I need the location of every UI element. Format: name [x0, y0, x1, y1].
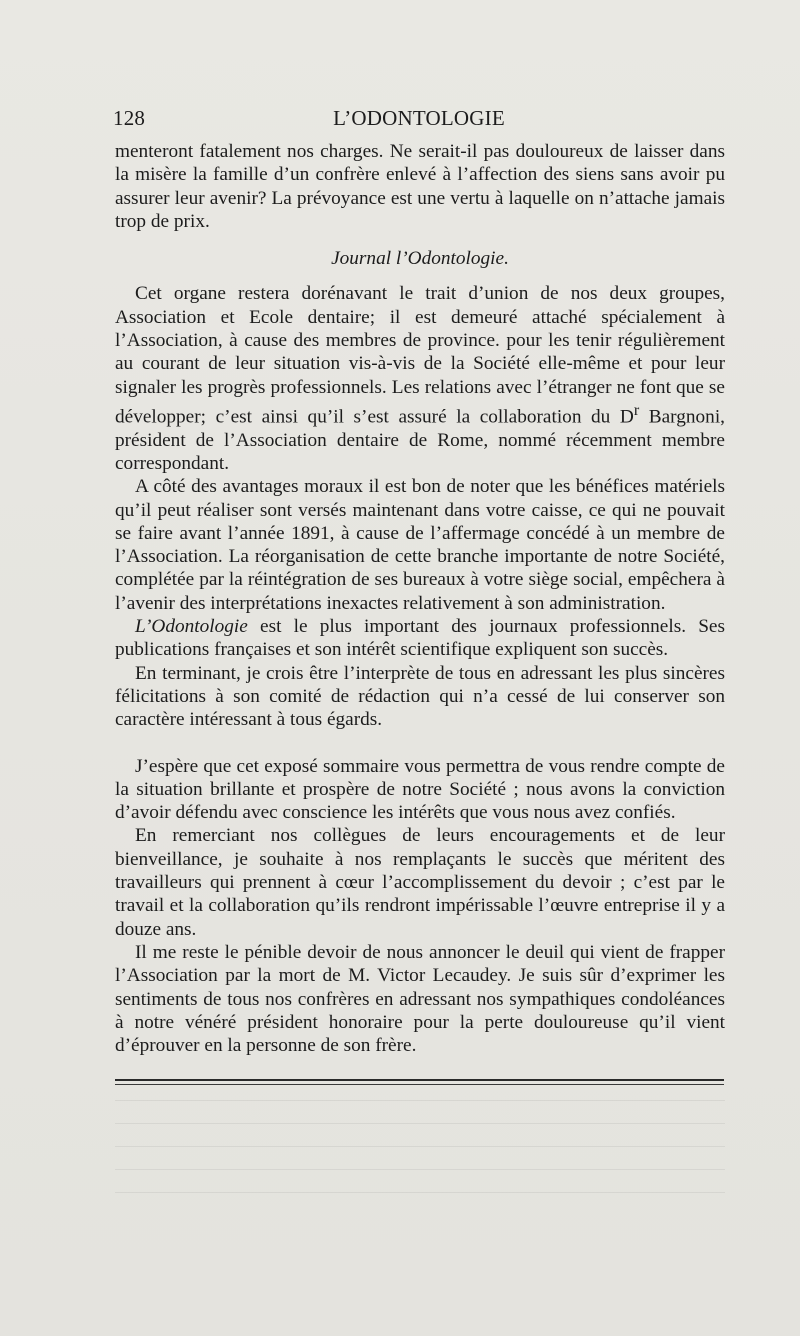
- section-heading: Journal l’Odontologie.: [331, 248, 509, 270]
- body-text: [115, 140, 725, 1057]
- doctor-superscript: r: [633, 401, 640, 419]
- paragraph-closing-thanks: En terminant, je crois être l’interprète de tous en adressant les plus sincères félicitations à son comité de rédaction qui n’a cessé de lui conserver son caractère intéressant à tous égards.: [115, 662, 725, 731]
- journal-name-italic: L’Odontologie: [135, 616, 248, 638]
- paragraph-organ: [115, 282, 725, 475]
- paragraph-benefits: A côté des avantages moraux il est bon de noter que les bénéfices matériels qu’il peut réaliser sont versés maintenant dans votre caisse, ce qui ne pouvait se faire avant l’année 1891, à cause de l’affermage concédé à un membre de l’Association. La réorganisation de cette branche importante de notre Société, complétée par la réintégration de ses bureaux à votre siège social, empêchera à l’avenir des interprétations inexactes relativement à son administration.: [115, 476, 725, 614]
- end-rule: [115, 1079, 724, 1085]
- running-title: L’ODONTOLOGIE: [333, 106, 505, 130]
- page-number: 128: [113, 106, 146, 130]
- rule-thick: [115, 1079, 724, 1081]
- paragraph-publications-text: est le plus important des journaux professionnels. Ses publications françaises et son intérêt scientifique expliquent son succès.: [115, 616, 725, 661]
- paragraph-organ-text-a: Cet organe restera dorénavant le trait d’union de nos deux groupes, Association et Ecole dentaire; il est demeuré attaché spécialement à l’Association, à cause des membres de province. pour les tenir régulièrement au courant de leur situation vis-à-vis de la Société elle-même et pour leur signaler les progrès professionnels. Les relations avec l’étranger ne font que se développer; c’est ainsi qu’il s’est assuré la collaboration du D: [115, 283, 725, 428]
- paragraph-condolences: Il me reste le pénible devoir de nous annoncer le deuil qui vient de frapper l’Association par la mort de M. Victor Lecaudey. Je suis sûr d’exprimer les sentiments de tous nos confrères en adressant nos sympathiques condoléances à notre vénéré président honoraire pour la perte douloureuse qu’il vient d’éprouver en la personne de son frère.: [115, 941, 725, 1057]
- paragraph-publications: [115, 615, 725, 662]
- paragraph-gratitude: En remerciant nos collègues de leurs encouragements et de leur bienveillance, je souhaite à nos remplaçants le succès que méritent des travailleurs qui prennent à cœur l’accomplissement du devoir ; c’est par le travail et la collaboration qu’ils rendront impérissable l’œuvre entreprise il y a douze ans.: [115, 825, 725, 940]
- running-head: [113, 106, 725, 136]
- paragraph-continued: menteront fatalement nos charges. Ne serait-il pas douloureux de laisser dans la misère la famille d’un confrère enlevé à l’affection des siens sans avoir pu assurer leur avenir? La prévoyance est une vertu à laquelle on n’attache jamais trop de prix.: [115, 141, 725, 232]
- paragraph-organ-text-b: Bargnoni, président de l’Association dentaire de Rome, nommé récemment membre correspondant.: [115, 406, 725, 474]
- bleed-through-texture: [115, 1088, 725, 1198]
- paragraph-summary: J’espère que cet exposé sommaire vous permettra de vous rendre compte de la situation brillante et prospère de notre Société ; nous avons la conviction d’avoir défendu avec conscience les intérêts que vous nous avez confiés.: [115, 755, 725, 824]
- rule-thin: [115, 1084, 724, 1085]
